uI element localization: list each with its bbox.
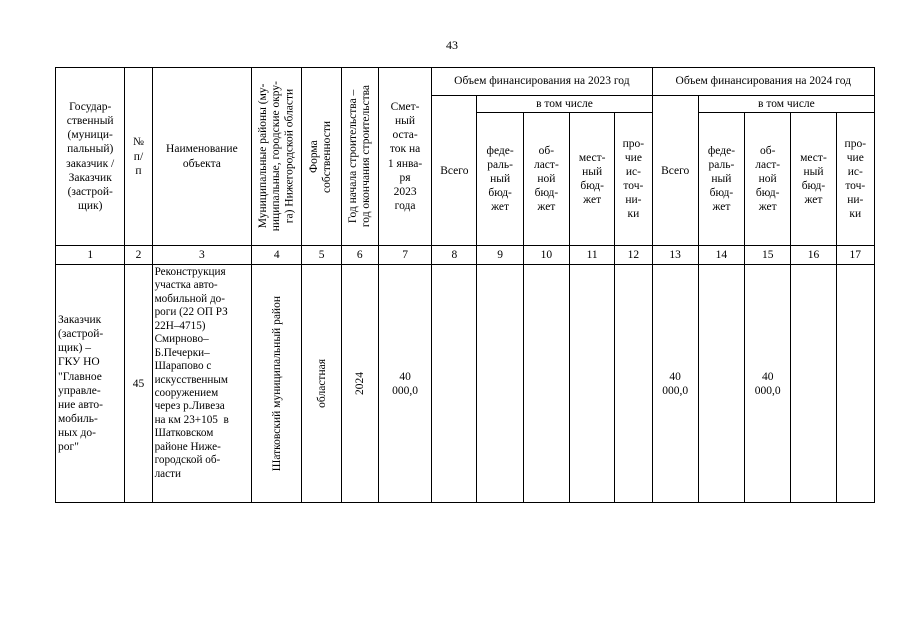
row-district-cell [252,265,302,503]
column-number: 3 [152,246,252,265]
header-federal-2024: феде- раль- ный бюд- жет [698,113,744,246]
column-number: 10 [523,246,569,265]
row-local-2024 [791,265,836,503]
row-federal-2023 [477,265,523,503]
header-including-2024: в том числе [698,96,874,113]
row-local-2023 [570,265,615,503]
column-number: 4 [252,246,302,265]
table-row [56,265,875,503]
header-district-cell [252,68,302,246]
row-other-2023 [615,265,652,503]
row-ownership-cell [302,265,341,503]
header-object-name: Наименование объекта [152,68,252,246]
header-customer: Государ- ственный (муници- пальный) заказчик / Заказчик (застрой- щик) [56,68,125,246]
row-customer: Заказчик (застрой- щик) – ГКУ НО "Главное управле- ние авто- мобиль- ных до- рог" [56,265,125,503]
column-number: 2 [125,246,152,265]
row-ownership: областная [315,359,328,408]
row-regional-2023 [523,265,569,503]
row-year-cell [341,265,378,503]
row-object-name: Реконструкция участка авто- мобильной до- роги (22 ОП РЗ 22Н–4715) Смирново– Б.Печерки– Шарапово с искусственным сооружением через р.Ливеза на км 23+105 в Шатковском районе Ниже- городской об- ласти [152,265,252,503]
header-local-2023: мест- ный бюд- жет [570,113,615,246]
row-other-2024 [836,265,874,503]
column-number: 1 [56,246,125,265]
column-number: 5 [302,246,341,265]
column-number: 14 [698,246,744,265]
column-number: 15 [745,246,791,265]
header-federal-2023: феде- раль- ный бюд- жет [477,113,523,246]
header-total-2024: Всего [652,96,698,246]
row-district: Шатковский муниципальный район [270,295,283,472]
column-number: 6 [341,246,378,265]
column-number: 11 [570,246,615,265]
row-total-2024: 40 000,0 [652,265,698,503]
row-regional-2024: 40 000,0 [745,265,791,503]
header-local-2024: мест- ный бюд- жет [791,113,836,246]
row-year: 2024 [353,372,366,396]
header-ownership: Форма собственности [308,120,334,193]
row-total-2023 [432,265,477,503]
header-including-2023: в том числе [477,96,652,113]
header-regional-2024: об- ласт- ной бюд- жет [745,113,791,246]
header-num: № п/ п [125,68,152,246]
column-number: 13 [652,246,698,265]
header-district: Муниципальные районы (му- ниципальные, городские окру- га) Нижегородской области [256,81,296,232]
column-number: 9 [477,246,523,265]
financing-table [55,67,875,503]
column-number: 17 [836,246,874,265]
column-number-row [56,246,875,265]
header-row-1 [56,68,875,96]
header-regional-2023: об- ласт- ной бюд- жет [523,113,569,246]
header-years: Год начала строительства – год окончания строительства [346,85,372,228]
header-financing-2024: Объем финансирования на 2024 год [652,68,874,96]
row-balance: 40 000,0 [378,265,431,503]
row-num: 45 [125,265,152,503]
header-other-2023: про- чие ис- точ- ни- ки [615,113,652,246]
column-number: 16 [791,246,836,265]
column-number: 12 [615,246,652,265]
header-other-2024: про- чие ис- точ- ни- ки [836,113,874,246]
column-number: 8 [432,246,477,265]
page-number: 43 [446,38,458,52]
header-ownership-cell [302,68,341,246]
header-balance: Смет- ный оста- ток на 1 янва- ря 2023 года [378,68,431,246]
header-total-2023: Всего [432,96,477,246]
row-federal-2024 [698,265,744,503]
column-number: 7 [378,246,431,265]
header-years-cell [341,68,378,246]
header-financing-2023: Объем финансирования на 2023 год [432,68,652,96]
